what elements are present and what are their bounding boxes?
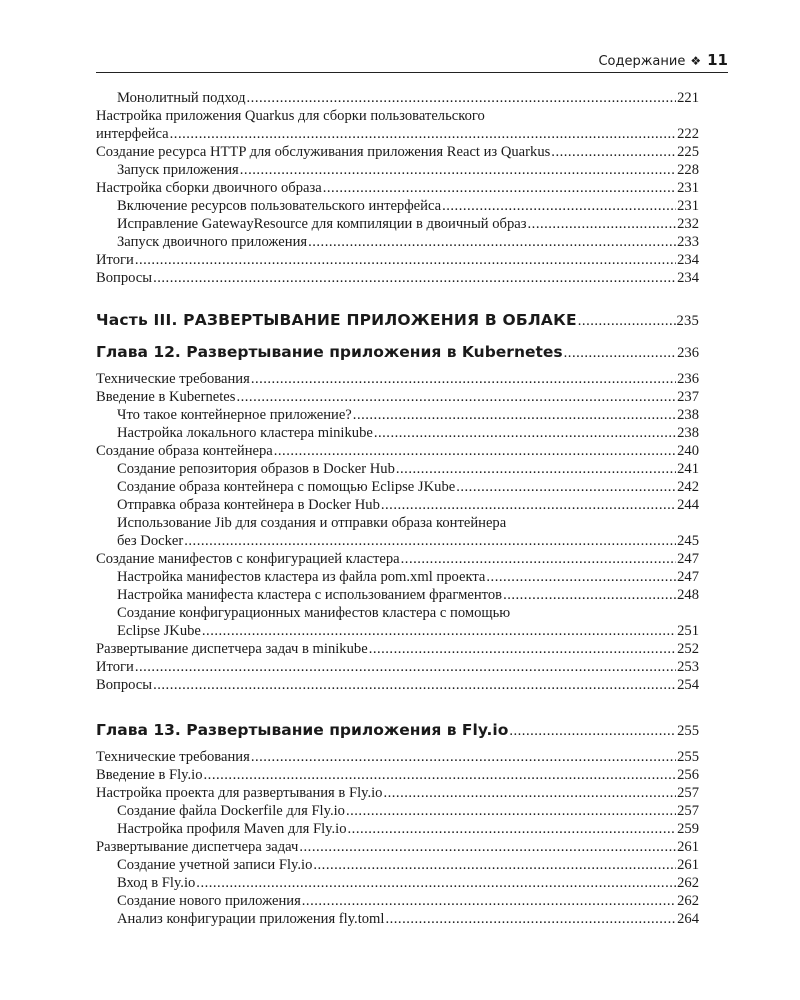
toc-entry-page: 252 (677, 641, 699, 657)
toc-entry-title: Настройка проекта для развертывания в Fly.io (96, 785, 383, 801)
toc-entry-page: 242 (677, 479, 699, 495)
toc-entry[interactable] (96, 143, 699, 161)
leader-dots (170, 125, 676, 143)
toc-entry-page: 254 (677, 677, 699, 693)
toc-entry-page: 262 (677, 893, 699, 909)
toc-entry-page: 262 (677, 875, 699, 891)
leader-dots (204, 766, 677, 784)
toc-entry-title: Вход в Fly.io (117, 875, 196, 891)
toc-entry-title-line1[interactable]: Создание конфигурационных манифестов кластера с помощью (117, 605, 511, 621)
toc-entry-title: Запуск приложения (117, 162, 239, 178)
leader-dots (302, 892, 676, 910)
toc-entry-title: Создание репозитория образов в Docker Hub (117, 461, 395, 477)
leader-dots (486, 568, 676, 586)
toc-entry-page: 255 (677, 749, 699, 765)
chapter-page: 255 (677, 723, 699, 739)
toc-entry-page: 247 (677, 569, 699, 585)
toc-entry[interactable] (96, 89, 699, 107)
leader-dots (135, 251, 676, 269)
leader-dots (202, 622, 676, 640)
toc-entry[interactable] (96, 370, 699, 388)
part-title: Часть III. РАЗВЕРТЫВАНИЕ ПРИЛОЖЕНИЯ В ОБЛАКЕ (96, 311, 577, 329)
toc-entry-title: Eclipse JKube (117, 623, 201, 639)
toc-chapter-heading[interactable] (96, 340, 699, 364)
toc-entry-page: 236 (677, 371, 699, 387)
leader-dots (313, 856, 676, 874)
toc-entry-title: Итоги (96, 252, 134, 268)
toc-entry[interactable] (96, 856, 699, 874)
toc-entry-title: Развертывание диспетчера задач в minikube (96, 641, 368, 657)
toc-entry-title: Исправление GatewayResource для компиляции в двоичный образ (117, 216, 527, 232)
toc-entry[interactable] (96, 910, 699, 928)
toc-entry-page: 228 (677, 162, 699, 178)
toc-entry[interactable] (96, 838, 699, 856)
toc-entry-page: 234 (677, 270, 699, 286)
leader-dots (385, 910, 676, 928)
toc-entry[interactable] (96, 233, 699, 251)
leader-dots (348, 820, 677, 838)
toc-entry-page: 231 (677, 180, 699, 196)
toc-entry-title: Анализ конфигурации приложения fly.toml (117, 911, 385, 927)
toc-entry-page: 225 (677, 144, 699, 160)
toc-entry-title: Настройка манифеста кластера с использованием фрагментов (117, 587, 503, 603)
toc-entry-page: 231 (677, 198, 699, 214)
toc-entry-title: Создание ресурса HTTP для обслуживания приложения React из Quarkus (96, 144, 551, 160)
toc-entry-title: Введение в Kubernetes (96, 389, 236, 405)
chapter-title: Глава 12. Развертывание приложения в Kubernetes (96, 343, 563, 361)
toc-entry[interactable] (96, 658, 699, 676)
toc-entry[interactable] (96, 748, 699, 766)
toc-entry-page: 248 (677, 587, 699, 603)
toc-entry[interactable] (96, 676, 699, 694)
toc-entry[interactable] (96, 586, 699, 604)
toc-entry-page: 257 (677, 803, 699, 819)
toc-entry[interactable] (96, 766, 699, 784)
toc-entry-page: 233 (677, 234, 699, 250)
toc-entry-page: 259 (677, 821, 699, 837)
toc-entry-page: 222 (677, 126, 699, 142)
header-rule (96, 72, 728, 73)
toc-entry[interactable] (96, 802, 699, 820)
running-header (96, 49, 728, 71)
toc-entry[interactable] (96, 197, 699, 215)
toc-entry-title: Монолитный подход (117, 90, 246, 106)
toc-entry-title: без Docker (117, 533, 184, 549)
toc-entry[interactable] (96, 161, 699, 179)
leader-dots (528, 215, 677, 233)
toc-entry-title-line1[interactable]: Использование Jib для создания и отправки образа контейнера (117, 515, 507, 531)
toc-entry-title: Вопросы (96, 270, 153, 286)
toc-entry-title-line1[interactable]: Настройка приложения Quarkus для сборки пользовательского (96, 108, 485, 124)
leader-dots (456, 478, 676, 496)
leader-dots (346, 802, 676, 820)
toc-entry-page: 232 (677, 216, 699, 232)
leader-dots (236, 388, 676, 406)
toc-entry[interactable] (96, 125, 699, 143)
toc-entry-page: 261 (677, 839, 699, 855)
toc-entry-page: 237 (677, 389, 699, 405)
leader-dots (251, 370, 676, 388)
toc-entry[interactable] (96, 496, 699, 514)
toc-entry[interactable] (96, 442, 699, 460)
leader-dots (396, 460, 676, 478)
toc-entry-title: Создание образа контейнера с помощью Eclipse JKube (117, 479, 456, 495)
toc-entry-title: Запуск двоичного приложения (117, 234, 308, 250)
toc-entry-title: Что такое контейнерное приложение? (117, 407, 352, 423)
leader-dots (240, 161, 676, 179)
toc-entry[interactable] (96, 892, 699, 910)
leader-dots (578, 309, 676, 333)
toc-entry-page: 247 (677, 551, 699, 567)
toc-entry-title: Настройка сборки двоичного образа (96, 180, 322, 196)
leader-dots (153, 269, 676, 287)
toc-entry-title: Включение ресурсов пользовательского интерфейса (117, 198, 442, 214)
leader-dots (381, 496, 676, 514)
leader-dots (299, 838, 676, 856)
toc-entry-title: Создание образа контейнера (96, 443, 273, 459)
leader-dots (564, 341, 676, 365)
toc-entry-title: Настройка манифестов кластера из файла pom.xml проекта (117, 569, 486, 585)
toc-entry[interactable] (96, 550, 699, 568)
toc-entry[interactable] (96, 568, 699, 586)
toc-chapter-heading[interactable] (96, 718, 699, 742)
leader-dots (401, 550, 676, 568)
toc-entry[interactable] (96, 622, 699, 640)
fleuron-icon: ❖ (690, 54, 702, 68)
toc-entry-page: 238 (677, 425, 699, 441)
leader-dots (135, 658, 676, 676)
table-of-contents (96, 89, 699, 928)
toc-entry[interactable] (96, 179, 699, 197)
toc-entry[interactable] (96, 640, 699, 658)
toc-entry-title: Настройка профиля Maven для Fly.io (117, 821, 347, 837)
toc-entry-page: 234 (677, 252, 699, 268)
chapter-page: 236 (677, 345, 699, 361)
leader-dots (551, 143, 676, 161)
toc-entry[interactable] (96, 874, 699, 892)
toc-entry-title: Развертывание диспетчера задач (96, 839, 299, 855)
leader-dots (369, 640, 676, 658)
toc-entry[interactable] (96, 424, 699, 442)
toc-entry[interactable] (96, 784, 699, 802)
toc-entry[interactable] (96, 269, 699, 287)
toc-entry[interactable] (96, 388, 699, 406)
running-header-section: Содержание (598, 54, 686, 69)
toc-entry-page: 221 (677, 90, 699, 106)
toc-entry-page: 251 (677, 623, 699, 639)
toc-entry-page: 245 (677, 533, 699, 549)
toc-entry-page: 256 (677, 767, 699, 783)
toc-entry[interactable] (96, 460, 699, 478)
leader-dots (509, 719, 676, 743)
toc-entry-title: Создание нового приложения (117, 893, 301, 909)
leader-dots (274, 442, 676, 460)
toc-entry[interactable] (96, 215, 699, 233)
toc-entry[interactable] (96, 406, 699, 424)
toc-entry[interactable] (96, 532, 699, 550)
toc-entry-page: 253 (677, 659, 699, 675)
toc-entry-title: Создание файла Dockerfile для Fly.io (117, 803, 345, 819)
toc-entry-title: Технические требования (96, 371, 250, 387)
toc-entry-page: 240 (677, 443, 699, 459)
leader-dots (196, 874, 676, 892)
leader-dots (442, 197, 676, 215)
toc-entry-title: Отправка образа контейнера в Docker Hub (117, 497, 380, 513)
toc-entry-title: Итоги (96, 659, 134, 675)
toc-entry-page: 238 (677, 407, 699, 423)
leader-dots (153, 676, 676, 694)
toc-entry-page: 244 (677, 497, 699, 513)
toc-entry-title: Вопросы (96, 677, 153, 693)
leader-dots (308, 233, 676, 251)
leader-dots (184, 532, 676, 550)
chapter-title: Глава 13. Развертывание приложения в Fly.io (96, 721, 509, 739)
toc-entry-title: Создание манифестов с конфигурацией кластера (96, 551, 400, 567)
toc-part-heading[interactable] (96, 308, 699, 332)
toc-entry[interactable] (96, 820, 699, 838)
toc-entry-page: 261 (677, 857, 699, 873)
toc-entry-title: Технические требования (96, 749, 250, 765)
page-number: 11 (707, 51, 728, 69)
toc-entry-title: Введение в Fly.io (96, 767, 203, 783)
toc-entry-page: 257 (677, 785, 699, 801)
leader-dots (251, 748, 676, 766)
leader-dots (374, 424, 676, 442)
toc-entry-title: Создание учетной записи Fly.io (117, 857, 313, 873)
toc-entry-title: интерфейса (96, 126, 169, 142)
part-page: 235 (676, 313, 699, 329)
toc-entry-page: 264 (677, 911, 699, 927)
leader-dots (353, 406, 676, 424)
leader-dots (503, 586, 676, 604)
leader-dots (323, 179, 676, 197)
leader-dots (383, 784, 676, 802)
toc-entry-title: Настройка локального кластера minikube (117, 425, 373, 441)
toc-entry[interactable] (96, 251, 699, 269)
toc-entry[interactable] (96, 478, 699, 496)
toc-entry-page: 241 (677, 461, 699, 477)
leader-dots (247, 89, 677, 107)
